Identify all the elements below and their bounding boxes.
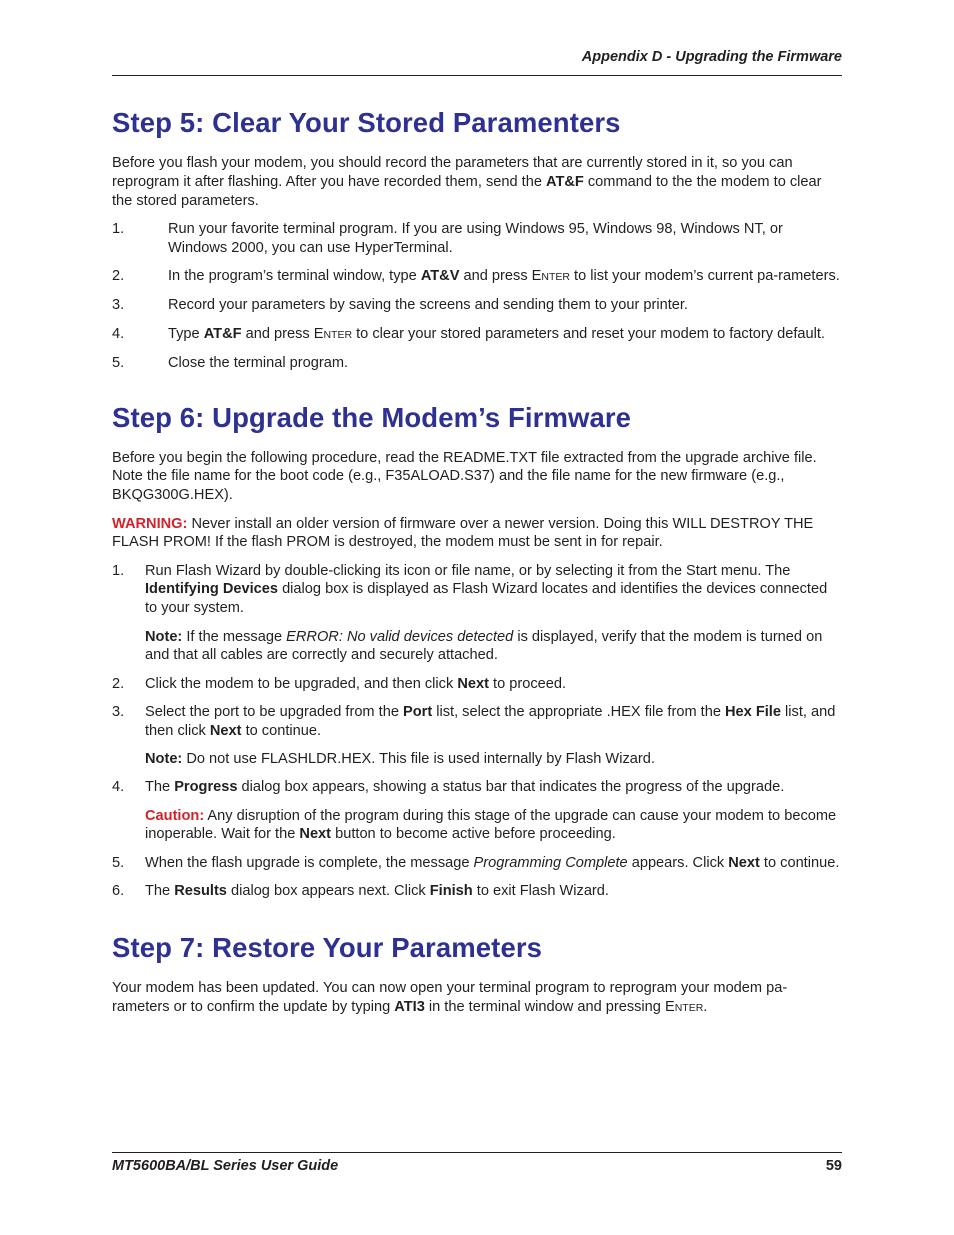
text-run: list, select the appropriate .HEX file from the: [432, 703, 726, 720]
page-number: 59: [825, 1158, 842, 1174]
step5-intro-text-end: command to the the modem to clear the stored parameters.: [112, 173, 822, 209]
text-run: In the program’s terminal window, type: [168, 267, 421, 284]
step6-item-5: [112, 854, 842, 873]
text-run: When the flash upgrade is complete, the message: [145, 854, 474, 871]
list-text: [168, 325, 842, 345]
enter-key-label: [665, 999, 703, 1015]
list-number: 4.: [112, 325, 125, 342]
list-number: 4.: [112, 779, 125, 796]
list-number: 5.: [112, 354, 125, 371]
caution-note: [145, 807, 842, 845]
text-run: Do not use FLASHLDR.HEX. This file is used internally by Flash Wizard.: [182, 751, 655, 768]
text-run: in the terminal window and pressing: [424, 998, 665, 1015]
step6-item-4: [112, 778, 842, 797]
list-number: 3.: [112, 297, 125, 314]
text-run: dialog box appears next. Click: [226, 883, 430, 900]
step5-intro: [112, 154, 842, 210]
note-2: [145, 750, 842, 769]
list-text: [145, 882, 842, 901]
list-number: 2.: [112, 267, 125, 284]
text-run: If the message: [182, 628, 287, 645]
list-number: 1.: [112, 220, 125, 237]
step6-heading: Step 6: Upgrade the Modem’s Firmware: [112, 401, 632, 433]
text-run: Select the port to be upgraded from the: [145, 703, 403, 720]
list-name: Hex File: [725, 703, 781, 720]
list-text: Close the terminal program.: [168, 354, 349, 371]
list-text: [145, 703, 842, 741]
text-run: to list your modem’s current pa-rameters.: [570, 267, 840, 284]
warning-paragraph: [112, 515, 842, 553]
footer-rule: [112, 1152, 842, 1153]
warning-label: WARNING:: [112, 515, 188, 532]
text-run: Click the modem to be upgraded, and then click: [145, 675, 458, 692]
list-text: Record your parameters by saving the screens and sending them to your printer.: [168, 297, 688, 314]
step6-item-1: [112, 562, 842, 618]
running-header: Appendix D - Upgrading the Firmware: [581, 49, 842, 65]
list-text: [145, 675, 842, 694]
warning-text: Never install an older version of firmware over a newer version. Doing this WILL DESTROY THE FLASH PROM! If the flash PROM is destroyed, the modem must be sent in for repair.: [112, 515, 814, 551]
button-name: Next: [457, 675, 489, 692]
step5-heading: Step 5: Clear Your Stored Paramenters: [112, 107, 621, 138]
button-name: Finish: [429, 883, 473, 900]
text-run: and press: [241, 325, 314, 342]
error-message-text: ERROR: No valid devices detected: [286, 628, 514, 645]
text-run: list, and then click: [145, 703, 836, 739]
text-run: The: [145, 883, 175, 900]
list-number: 1.: [112, 562, 125, 579]
list-text: [145, 778, 842, 797]
text-run: .: [703, 998, 708, 1015]
step5-intro-command: AT&F: [546, 173, 584, 190]
enter-key-label: [532, 268, 570, 284]
command-text: AT&V: [420, 267, 460, 284]
step5-intro-text: Before you flash your modem, you should record the parameters that are currently stored in it, so you can reprogram it after flashing. After you have recorded them, send the: [112, 155, 793, 190]
list-number: 3.: [112, 703, 125, 720]
step7-text: [112, 979, 842, 1018]
step6-item-3: [112, 703, 842, 741]
text-run: is displayed, verify that the modem is turned on and that all cables are correctly and securely attached.: [145, 628, 823, 664]
text-run: to continue.: [241, 722, 322, 739]
text-run: button to become active before proceeding.: [331, 826, 616, 843]
step5-item-4: [112, 325, 842, 345]
key-rest: NTER: [674, 1001, 704, 1014]
text-run: appears. Click: [627, 854, 729, 871]
key-rest: NTER: [323, 328, 353, 341]
step5-item-5: [112, 354, 842, 373]
text-run: The: [145, 779, 175, 796]
button-name: Next: [299, 826, 332, 843]
text-run: Type: [168, 325, 204, 342]
list-number: 2.: [112, 675, 125, 692]
enter-key-label: [314, 326, 352, 342]
key-rest: NTER: [541, 270, 570, 283]
list-text: [168, 267, 842, 287]
step6-item-2: [112, 675, 842, 694]
step5-item-3: [112, 296, 842, 315]
list-name: Port: [403, 703, 433, 720]
text-run: dialog box is displayed as Flash Wizard locates and identifies the devices connected to your system.: [145, 581, 828, 617]
list-text: [145, 562, 842, 618]
step5-item-1: [112, 220, 842, 258]
step5-item-2: [112, 267, 842, 287]
note-1: [145, 628, 842, 666]
text-run: Run Flash Wizard by double-clicking its icon or file name, or by selecting it from the Start menu. The: [145, 562, 791, 579]
text-run: and press: [459, 267, 532, 284]
button-name: Next: [728, 854, 760, 871]
page-content: [112, 105, 842, 1027]
text-run: to continue.: [759, 854, 840, 871]
text-run: Your modem has been updated. You can now open your terminal program to reprogram your modem pa-rameters or to confirm the update by typing: [112, 979, 788, 1015]
key-initial: E: [664, 998, 675, 1015]
step6-item-6: [112, 882, 842, 901]
step6-intro: Before you begin the following procedure, read the README.TXT file extracted from the upgrade archive file. Note the file name for the boot code (e.g., F35ALOAD.S37) and the file name for the new firmware (e.g., BKQG300G.HEX).: [112, 449, 817, 504]
dialog-name: Results: [174, 883, 227, 900]
note-label: Note:: [145, 751, 183, 768]
list-number: 6.: [112, 883, 125, 900]
dialog-name: Identifying Devices: [145, 581, 279, 598]
text-run: to proceed.: [488, 675, 567, 692]
command-text: ATI3: [394, 998, 425, 1015]
list-text: [145, 854, 842, 873]
list-text: Run your favorite terminal program. If you are using Windows 95, Windows 98, Windows NT, or Windows 2000, you can use HyperTerminal.: [168, 220, 783, 256]
header-rule: [112, 75, 842, 76]
step7-heading: Step 7: Restore Your Parameters: [112, 931, 543, 963]
key-initial: E: [313, 325, 324, 342]
list-number: 5.: [112, 854, 125, 871]
text-run: dialog box appears, showing a status bar that indicates the progress of the upgrade.: [237, 779, 785, 796]
caution-label: Caution:: [145, 807, 205, 824]
status-message-text: Programming Complete: [473, 854, 628, 871]
key-initial: E: [531, 267, 542, 284]
button-name: Next: [209, 722, 242, 739]
text-run: to clear your stored parameters and reset your modem to factory default.: [352, 325, 825, 342]
command-text: AT&F: [203, 325, 242, 342]
text-run: Any disruption of the program during this stage of the upgrade can cause your modem to become inoperable. Wait for the: [145, 807, 837, 843]
note-label: Note:: [145, 628, 183, 645]
footer-guide-title: MT5600BA/BL Series User Guide: [112, 1158, 339, 1174]
text-run: to exit Flash Wizard.: [472, 883, 609, 900]
dialog-name: Progress: [174, 779, 238, 796]
